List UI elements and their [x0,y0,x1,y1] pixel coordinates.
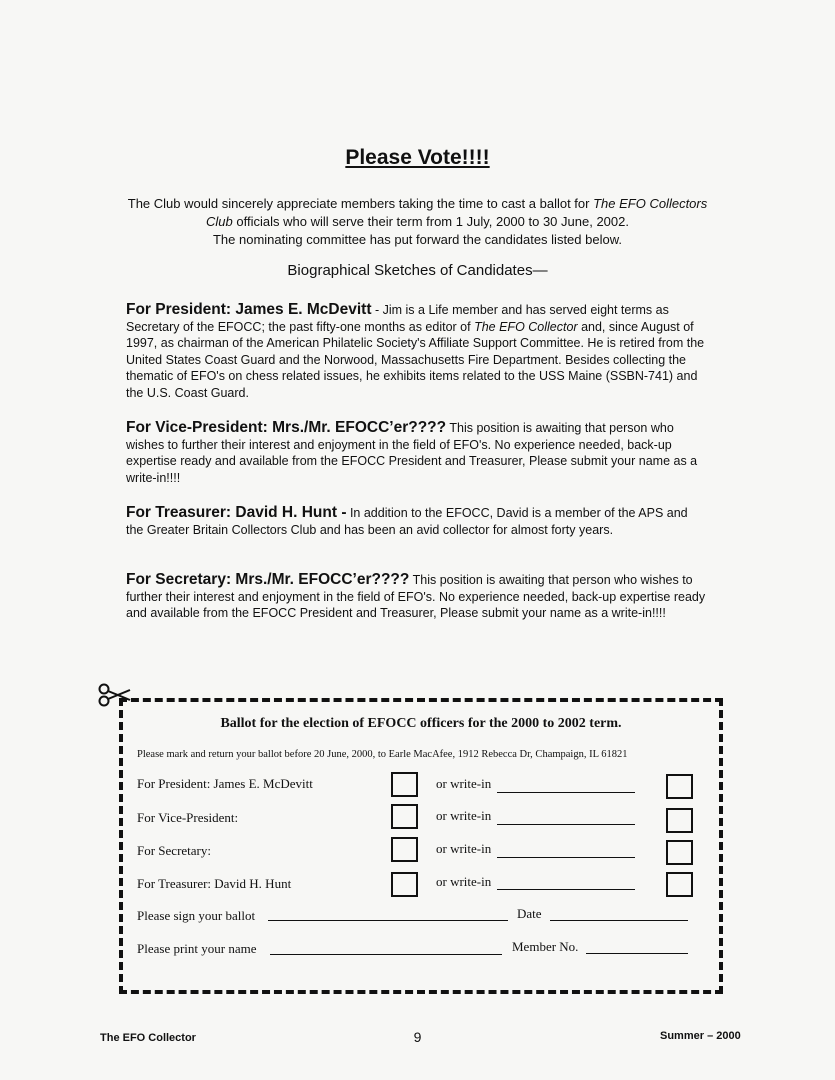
ballot-row-label: For Secretary: [137,843,212,858]
candidate-lead: For Secretary: Mrs./Mr. EFOCC’er???? [126,571,410,588]
publication-name: The EFO Collector [474,319,578,334]
vote-checkbox-secretary[interactable] [391,837,418,862]
date-line[interactable] [550,920,688,921]
vote-checkbox-treasurer[interactable] [391,872,418,897]
intro-paragraph [120,195,715,249]
write-in-line-secretary[interactable] [497,857,635,858]
write-in-checkbox-president[interactable] [666,774,693,799]
candidate-text: and, since August of 1997, as chairman of the American Philatelic Society's Affiliate Support Committee. He is retired from the United States Coast Guard and the Norwood, Massachusetts Fire Department. Besides collecting the thematic of EFO's on chess related issues, he exhibits items related to the USS Maine (SSBN-741) and the U.S. Coast Guard. [126,319,705,400]
write-in-checkbox-secretary[interactable] [666,840,693,865]
write-in-line-treasurer[interactable] [497,889,635,890]
print-name-label: Please print your name [137,941,257,956]
intro-club-name: The EFO Collectors Club [206,196,708,229]
candidate-vice-president [126,420,706,486]
footer-page-number: 9 [413,1029,422,1045]
write-in-checkbox-treasurer[interactable] [666,872,693,897]
ballot-row-label: For Vice-President: [137,810,239,825]
candidate-lead: For Vice-President: Mrs./Mr. EFOCC’er???? [126,419,447,436]
footer-publication: The EFO Collector [100,1032,196,1044]
candidate-treasurer [126,505,706,538]
candidate-text: - Jim is a Life member and has served eight terms as Secretary of the EFOCC; the past fifty-one months as editor of [126,303,669,334]
candidate-lead: For President: James E. McDevitt [126,301,372,318]
vote-checkbox-president[interactable] [391,772,418,797]
write-in-label: or write-in [436,874,492,889]
candidate-lead: For Treasurer: David H. Hunt - [126,504,347,521]
intro-text-1: The Club would sincerely appreciate members taking the time to cast a ballot for [127,196,594,211]
ballot-instructions: Please mark and return your ballot before 20 June, 2000, to Earle MacAfee, 1912 Rebecca Dr, Champaign, IL 61821 [137,749,628,760]
date-label: Date [517,906,542,921]
ballot-title: Ballot for the election of EFOCC officers for the 2000 to 2002 term. [220,716,622,731]
write-in-label: or write-in [436,808,492,823]
candidate-text: This position is awaiting that person who wishes to further their interest and enjoyment in the field of EFO's. No experience needed, back-up expertise ready and available from the EFOCC President and Treasurer, Please submit your name as a write-in!!!! [126,421,698,485]
candidate-text: This position is awaiting that person who wishes to further their interest and enjoyment in the field of EFO's. No experience needed, back-up expertise ready and available from the EFOCC President and Treasurer, Please submit your name as a write-in!!!! [126,573,706,620]
write-in-label: or write-in [436,841,492,856]
candidate-president [126,302,706,401]
write-in-line-vice-president[interactable] [497,824,635,825]
write-in-checkbox-vice-president[interactable] [666,808,693,833]
footer-issue: Summer – 2000 [660,1030,741,1042]
sketches-heading: Biographical Sketches of Candidates— [287,262,548,279]
intro-text-2: officials who will serve their term from 1 July, 2000 to 30 June, 2002. [232,214,629,229]
ballot-row-label: For President: James E. McDevitt [137,776,313,791]
page-title: Please Vote!!!! [345,146,490,169]
print-name-line[interactable] [270,954,502,955]
signature-line[interactable] [268,920,508,921]
write-in-line-president[interactable] [497,792,635,793]
intro-text-3: The nominating committee has put forward the candidates listed below. [212,232,622,247]
ballot-row-label: For Treasurer: David H. Hunt [137,876,292,891]
member-number-line[interactable] [586,953,688,954]
sign-label: Please sign your ballot [137,908,256,923]
candidate-secretary [126,572,706,622]
candidate-text: In addition to the EFOCC, David is a member of the APS and the Greater Britain Collectors Club and has been an avid collector for almost forty years. [126,506,688,537]
vote-checkbox-vice-president[interactable] [391,804,418,829]
member-number-label: Member No. [512,939,579,954]
write-in-label: or write-in [436,776,492,791]
